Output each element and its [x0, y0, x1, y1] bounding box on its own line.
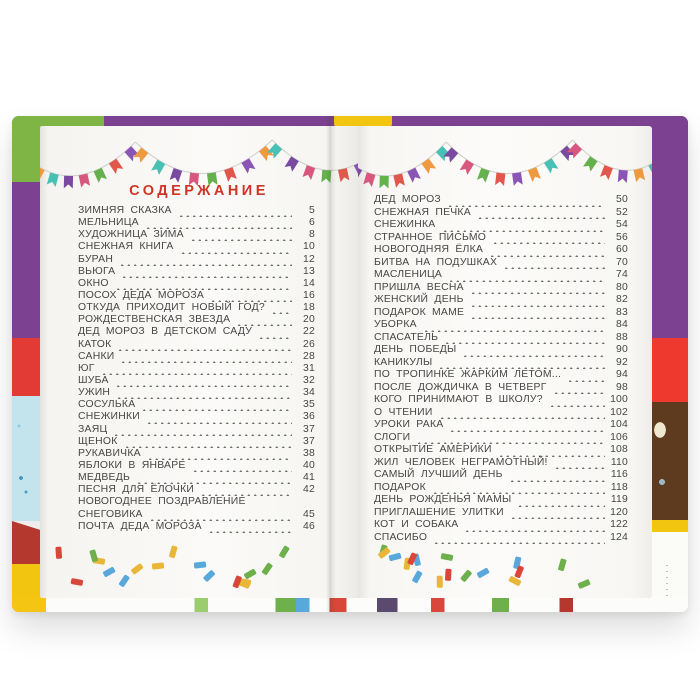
confetti-piece	[118, 574, 129, 587]
toc-entry-title: ЖИЛ ЧЕЛОВЕК НЕГРАМОТНЫЙ!	[374, 456, 548, 468]
toc-entry-page-number: 50	[616, 194, 628, 205]
toc-entry-title: ДЕД МОРОЗ В ДЕТСКОМ САДУ	[78, 326, 253, 338]
toc-entry	[78, 387, 315, 399]
toc-entry-title: МЕДВЕДЬ	[78, 472, 131, 484]
toc-entry	[374, 332, 628, 345]
toc-entry-title: БИТВА НА ПОДУШКАХ	[374, 256, 498, 268]
toc-entry-page-number: 31	[303, 362, 315, 374]
confetti-piece	[93, 557, 106, 564]
toc-entry-title: ПОСОХ ДЕДА МОРОЗА	[78, 289, 205, 301]
dot-leader	[432, 485, 605, 494]
confetti-piece	[513, 556, 521, 569]
dot-leader	[115, 281, 292, 290]
confetti-piece	[378, 547, 391, 559]
toc-entry	[374, 319, 628, 332]
dot-leader	[549, 398, 605, 407]
toc-entry-page-number: 34	[303, 387, 315, 399]
toc-entry	[78, 254, 315, 266]
toc-entry-page-number: 46	[303, 520, 315, 532]
bunting-garland-icon	[358, 132, 652, 210]
right-page	[358, 126, 652, 598]
page-title: СОДЕРЖАНИЕ	[129, 183, 269, 199]
toc-entry	[78, 436, 315, 448]
toc-entry	[78, 399, 315, 411]
toc-entry-title: СПАСАТЕЛЬ	[374, 331, 439, 343]
dot-leader	[116, 390, 292, 399]
confetti-piece	[379, 544, 388, 557]
dot-leader	[433, 535, 605, 544]
dot-leader	[439, 410, 605, 419]
toc-entry-title: КАТОК	[78, 338, 112, 350]
toc-entry	[374, 307, 628, 320]
toc-entry-title: ПЕСНЯ ДЛЯ ЁЛОЧКИ	[78, 484, 195, 496]
toc-entry	[78, 314, 315, 326]
toc-entry-title: ВЬЮГА	[78, 265, 116, 277]
toc-entry	[78, 266, 315, 278]
toc-entry	[78, 411, 315, 423]
confetti-piece	[71, 578, 84, 586]
confetti-piece	[407, 552, 417, 565]
toc-entry	[78, 229, 315, 241]
toc-entry-page-number: 16	[303, 289, 315, 301]
toc-entry-title: ПО ТРОПИНКЕ ЖАРКИМ ЛЕТОМ...	[374, 369, 562, 381]
dot-leader	[190, 232, 292, 241]
toc-entry-page-number: 92	[616, 356, 628, 368]
toc-entry-page-number: 106	[610, 431, 628, 443]
toc-entry-title: ЗИМНЯЯ СКАЗКА	[78, 205, 172, 216]
toc-entry-title: ШУБА	[78, 374, 109, 386]
toc-entry	[374, 419, 628, 432]
toc-entry-page-number: 42	[303, 484, 315, 496]
toc-entry-title: О ЧТЕНИИ	[374, 406, 433, 418]
toc-entry-title: ЮГ	[78, 362, 95, 374]
confetti-piece	[232, 575, 241, 588]
confetti-piece	[441, 553, 454, 561]
toc-entry-page-number: 35	[303, 399, 315, 411]
page-spread	[40, 126, 652, 598]
dot-leader	[567, 373, 605, 382]
confetti-piece	[514, 565, 524, 578]
confetti-piece	[508, 576, 521, 586]
toc-entry	[374, 357, 628, 370]
toc-entry-title: УРОКИ РАКА	[374, 419, 444, 431]
toc-list-right	[358, 194, 652, 544]
toc-entry	[78, 326, 315, 338]
dot-leader	[554, 460, 605, 469]
dot-leader	[146, 415, 292, 424]
confetti-piece	[152, 562, 165, 569]
toc-entry-page-number: 70	[616, 256, 628, 268]
toc-entry-page-number: 54	[616, 219, 628, 231]
toc-entry-title: ПОЧТА ДЕДА МОРОЗА	[78, 520, 202, 532]
open-book	[12, 116, 688, 612]
toc-entry	[374, 219, 628, 232]
toc-entry-page-number: 74	[616, 269, 628, 281]
toc-entry-title: СЛОГИ	[374, 431, 411, 443]
toc-entry-title: КАНИКУЛЫ	[374, 356, 433, 368]
toc-entry-page-number: 14	[303, 277, 315, 289]
toc-entry-title: СНЕЖИНКА	[374, 219, 436, 231]
toc-entry-page-number: 90	[616, 344, 628, 356]
toc-entry	[374, 507, 628, 520]
toc-entry	[78, 496, 315, 508]
toc-entry	[78, 448, 315, 460]
toc-entry-title: СНЕЖИНКИ	[78, 411, 141, 423]
toc-entry-title: РУКАВИЧКА	[78, 447, 141, 459]
left-page	[40, 126, 358, 598]
toc-entry-title: ДЕНЬ РОЖДЕНЬЯ МАМЫ	[374, 494, 512, 506]
toc-entry	[78, 302, 315, 314]
toc-entry-title: ПРИГЛАШЕНИЕ УЛИТКИ	[374, 506, 504, 518]
toc-entry-title: КОГО ПРИНИМАЮТ В ШКОЛУ?	[374, 394, 543, 406]
toc-entry-title: СОСУЛЬКА	[78, 399, 136, 411]
toc-entry-title: УБОРКА	[374, 319, 417, 331]
confetti-piece	[239, 578, 252, 585]
dot-leader	[477, 210, 605, 219]
confetti-piece	[102, 566, 115, 577]
bunting-garland-icon	[40, 132, 358, 210]
confetti-right	[364, 546, 646, 590]
dot-leader	[101, 366, 292, 375]
dot-leader	[492, 235, 605, 244]
toc-entry	[374, 257, 628, 270]
dot-leader	[120, 354, 292, 363]
toc-entry	[374, 407, 628, 420]
confetti-piece	[90, 549, 99, 562]
dot-leader	[517, 498, 605, 507]
toc-entry-title: ДЕНЬ ПОБЕДЫ	[374, 344, 457, 356]
toc-entry-page-number: 22	[303, 326, 315, 338]
dot-leader	[271, 305, 292, 314]
toc-list-left	[40, 205, 358, 533]
toc-entry-title: ЩЕНОК	[78, 435, 118, 447]
toc-entry	[374, 344, 628, 357]
toc-entry-page-number: 40	[303, 459, 315, 471]
toc-entry-page-number: 119	[610, 494, 628, 506]
dot-leader	[141, 402, 292, 411]
confetti-piece	[403, 557, 410, 570]
dot-leader	[210, 293, 292, 302]
toc-entry-title: МЕЛЬНИЦА	[78, 217, 139, 229]
toc-entry-page-number: 32	[303, 374, 315, 386]
confetti-piece	[413, 553, 421, 566]
toc-entry-page-number: 102	[610, 406, 628, 418]
dot-leader	[117, 342, 292, 351]
toc-entry-title: СНЕЖНАЯ ПЕЧКА	[374, 206, 471, 218]
toc-entry	[374, 294, 628, 307]
confetti-piece	[558, 558, 567, 571]
toc-entry	[374, 494, 628, 507]
toc-entry	[78, 472, 315, 484]
dot-leader	[470, 310, 605, 319]
toc-entry-page-number: 80	[616, 281, 628, 293]
toc-entry-page-number: 41	[303, 472, 315, 484]
dot-leader	[149, 512, 292, 521]
toc-entry-title: ЖЕНСКИЙ ДЕНЬ	[374, 294, 464, 306]
confetti-piece	[279, 545, 290, 558]
toc-entry	[78, 363, 315, 375]
toc-entry-page-number: 26	[303, 338, 315, 350]
toc-entry	[374, 469, 628, 482]
toc-entry-page-number: 84	[616, 319, 628, 331]
toc-entry-title: ПОСЛЕ ДОЖДИЧКА В ЧЕТВЕРГ	[374, 381, 547, 393]
toc-entry-title: ДЕД МОРОЗ	[374, 194, 441, 205]
dot-leader	[113, 427, 292, 436]
dot-leader	[136, 475, 292, 484]
toc-entry-page-number: 12	[303, 253, 315, 265]
toc-entry-title: ОТКУДА ПРИХОДИТ НОВЫЙ ГОД?	[78, 302, 265, 314]
toc-entry-page-number: 56	[616, 231, 628, 243]
dot-leader	[236, 317, 292, 326]
toc-entry-page-number: 52	[616, 206, 628, 218]
toc-entry-page-number: 10	[303, 241, 315, 253]
dot-leader	[442, 223, 606, 232]
dot-leader	[416, 435, 605, 444]
toc-entry-title: УЖИН	[78, 387, 111, 399]
toc-entry-title: ПОДАРОК	[374, 481, 426, 493]
dot-leader	[200, 487, 292, 496]
cover-edge-left-green	[12, 116, 42, 182]
toc-entry	[374, 282, 628, 295]
toc-entry-title: ОТКРЫТИЕ АМЕРИКИ	[374, 444, 492, 456]
cover-edge-left-lightblue	[12, 396, 42, 521]
dot-leader	[462, 348, 605, 357]
dot-leader	[553, 385, 605, 394]
toc-entry	[78, 460, 315, 472]
toc-entry-page-number: 94	[616, 369, 628, 381]
toc-entry	[78, 509, 315, 521]
toc-entry-page-number: 18	[303, 302, 315, 314]
confetti-piece	[194, 561, 207, 568]
toc-entry-page-number: 98	[616, 381, 628, 393]
toc-entry-page-number: 5	[309, 205, 315, 216]
toc-entry-title: СНЕЖНАЯ КНИГА	[78, 241, 174, 253]
toc-entry-title: СПАСИБО	[374, 531, 428, 543]
confetti-left	[46, 546, 352, 590]
toc-entry-page-number: 118	[610, 481, 628, 493]
confetti-piece	[476, 567, 489, 578]
toc-entry-title: ПОДАРОК МАМЕ	[374, 306, 465, 318]
confetti-piece	[412, 570, 423, 583]
toc-entry	[374, 532, 628, 545]
toc-entry	[78, 217, 315, 229]
toc-entry-title: РОЖДЕСТВЕНСКАЯ ЗВЕЗДА	[78, 314, 231, 326]
confetti-piece	[131, 563, 144, 575]
toc-entry	[374, 444, 628, 457]
cover-edge-left-purple	[12, 182, 42, 338]
toc-entry	[374, 382, 628, 395]
toc-entry-page-number: 28	[303, 350, 315, 362]
toc-entry	[78, 375, 315, 387]
toc-entry-title: ПРИШЛА ВЕСНА	[374, 281, 464, 293]
toc-entry-title: МАСЛЕНИЦА	[374, 269, 443, 281]
toc-entry-title: ЯБЛОКИ В ЯНВАРЕ	[78, 459, 186, 471]
toc-entry-title: САНКИ	[78, 350, 115, 362]
confetti-piece	[437, 576, 443, 588]
confetti-piece	[577, 579, 590, 589]
dot-leader	[470, 285, 605, 294]
toc-entry	[374, 457, 628, 470]
toc-entry-page-number: 104	[610, 419, 628, 431]
toc-entry	[374, 232, 628, 245]
toc-entry-page-number: 120	[610, 506, 628, 518]
toc-entry-title: СНЕГОВИКА	[78, 508, 143, 520]
toc-entry-title: НОВОГОДНЕЕ ПОЗДРАВЛЕНИЕ	[78, 496, 246, 508]
toc-entry-page-number: 8	[309, 229, 315, 241]
dot-leader	[115, 378, 292, 387]
dot-leader	[449, 423, 605, 432]
toc-entry-page-number: 60	[616, 244, 628, 256]
dot-leader	[258, 330, 292, 339]
toc-entry-page-number: 20	[303, 314, 315, 326]
cover-edge-right-purple	[650, 116, 688, 338]
dot-leader	[180, 245, 293, 254]
toc-entry	[78, 241, 315, 253]
toc-entry	[374, 432, 628, 445]
cover-edge-left-darkred	[12, 521, 42, 564]
toc-entry-page-number: 38	[303, 447, 315, 459]
dot-leader	[438, 360, 605, 369]
toc-entry-page-number: 37	[303, 435, 315, 447]
confetti-piece	[203, 570, 215, 582]
dot-leader	[498, 448, 605, 457]
dot-leader	[208, 524, 292, 533]
toc-entry	[374, 519, 628, 532]
toc-entry-page-number: 100	[610, 394, 628, 406]
toc-entry	[374, 369, 628, 382]
dot-leader	[444, 335, 605, 344]
dot-leader	[503, 260, 605, 269]
dot-leader	[121, 269, 292, 278]
toc-entry-title: ОКНО	[78, 277, 109, 289]
toc-entry-page-number: 82	[616, 294, 628, 306]
confetti-piece	[237, 579, 250, 589]
toc-entry	[78, 339, 315, 351]
toc-entry-page-number: 110	[610, 456, 628, 468]
confetti-piece	[243, 568, 256, 579]
dot-leader	[489, 248, 605, 257]
toc-entry-page-number: 108	[610, 444, 628, 456]
dot-leader	[464, 523, 605, 532]
confetti-piece	[261, 562, 272, 575]
toc-entry	[78, 484, 315, 496]
cover-edge-right-yellow	[650, 520, 688, 532]
dot-leader	[192, 463, 292, 472]
toc-entry	[374, 482, 628, 495]
toc-entry-page-number: 45	[303, 508, 315, 520]
toc-entry-title: ЗАЯЦ	[78, 423, 108, 435]
toc-entry	[374, 244, 628, 257]
toc-entry	[78, 290, 315, 302]
toc-entry-page-number: 36	[303, 411, 315, 423]
dot-leader	[124, 439, 292, 448]
toc-entry	[78, 278, 315, 290]
toc-entry-page-number: 6	[309, 217, 315, 229]
cover-edge-left-red	[12, 338, 42, 396]
dot-leader	[448, 273, 605, 282]
dot-leader	[145, 220, 292, 229]
toc-entry	[78, 424, 315, 436]
toc-entry-title: ХУДОЖНИЦА ЗИМА	[78, 229, 184, 241]
toc-entry-page-number: 37	[303, 423, 315, 435]
toc-entry-page-number: 122	[610, 519, 628, 531]
toc-entry-page-number: 116	[610, 469, 628, 481]
cover-edge-bottom-illustrated	[12, 597, 688, 612]
confetti-piece	[169, 545, 178, 558]
cover-edge-right-red	[650, 338, 688, 402]
dot-leader	[470, 298, 605, 307]
cover-edge-right-brown	[650, 402, 688, 520]
toc-entry-title: САМЫЙ ЛУЧШИЙ ДЕНЬ	[374, 469, 503, 481]
toc-entry-title: КОТ И СОБАКА	[374, 519, 459, 531]
dot-leader	[510, 510, 605, 519]
toc-entry-title: СТРАННОЕ ПИСЬМО	[374, 231, 487, 243]
dot-leader	[119, 257, 292, 266]
confetti-piece	[460, 569, 472, 582]
confetti-piece	[56, 547, 62, 559]
dot-leader	[147, 451, 292, 460]
confetti-piece	[445, 569, 451, 581]
toc-entry-title: БУРАН	[78, 253, 114, 265]
toc-entry-page-number: 83	[616, 306, 628, 318]
dot-leader	[423, 323, 605, 332]
confetti-piece	[388, 553, 401, 561]
toc-entry-title: НОВОГОДНЯЯ ЁЛКА	[374, 244, 484, 256]
toc-entry-page-number: 124	[610, 531, 628, 543]
toc-entry	[374, 394, 628, 407]
dot-leader	[509, 473, 605, 482]
toc-entry-page-number: 13	[303, 265, 315, 277]
toc-entry	[374, 269, 628, 282]
toc-entry-page-number: 88	[616, 331, 628, 343]
toc-entry	[78, 351, 315, 363]
toc-entry	[78, 521, 315, 533]
